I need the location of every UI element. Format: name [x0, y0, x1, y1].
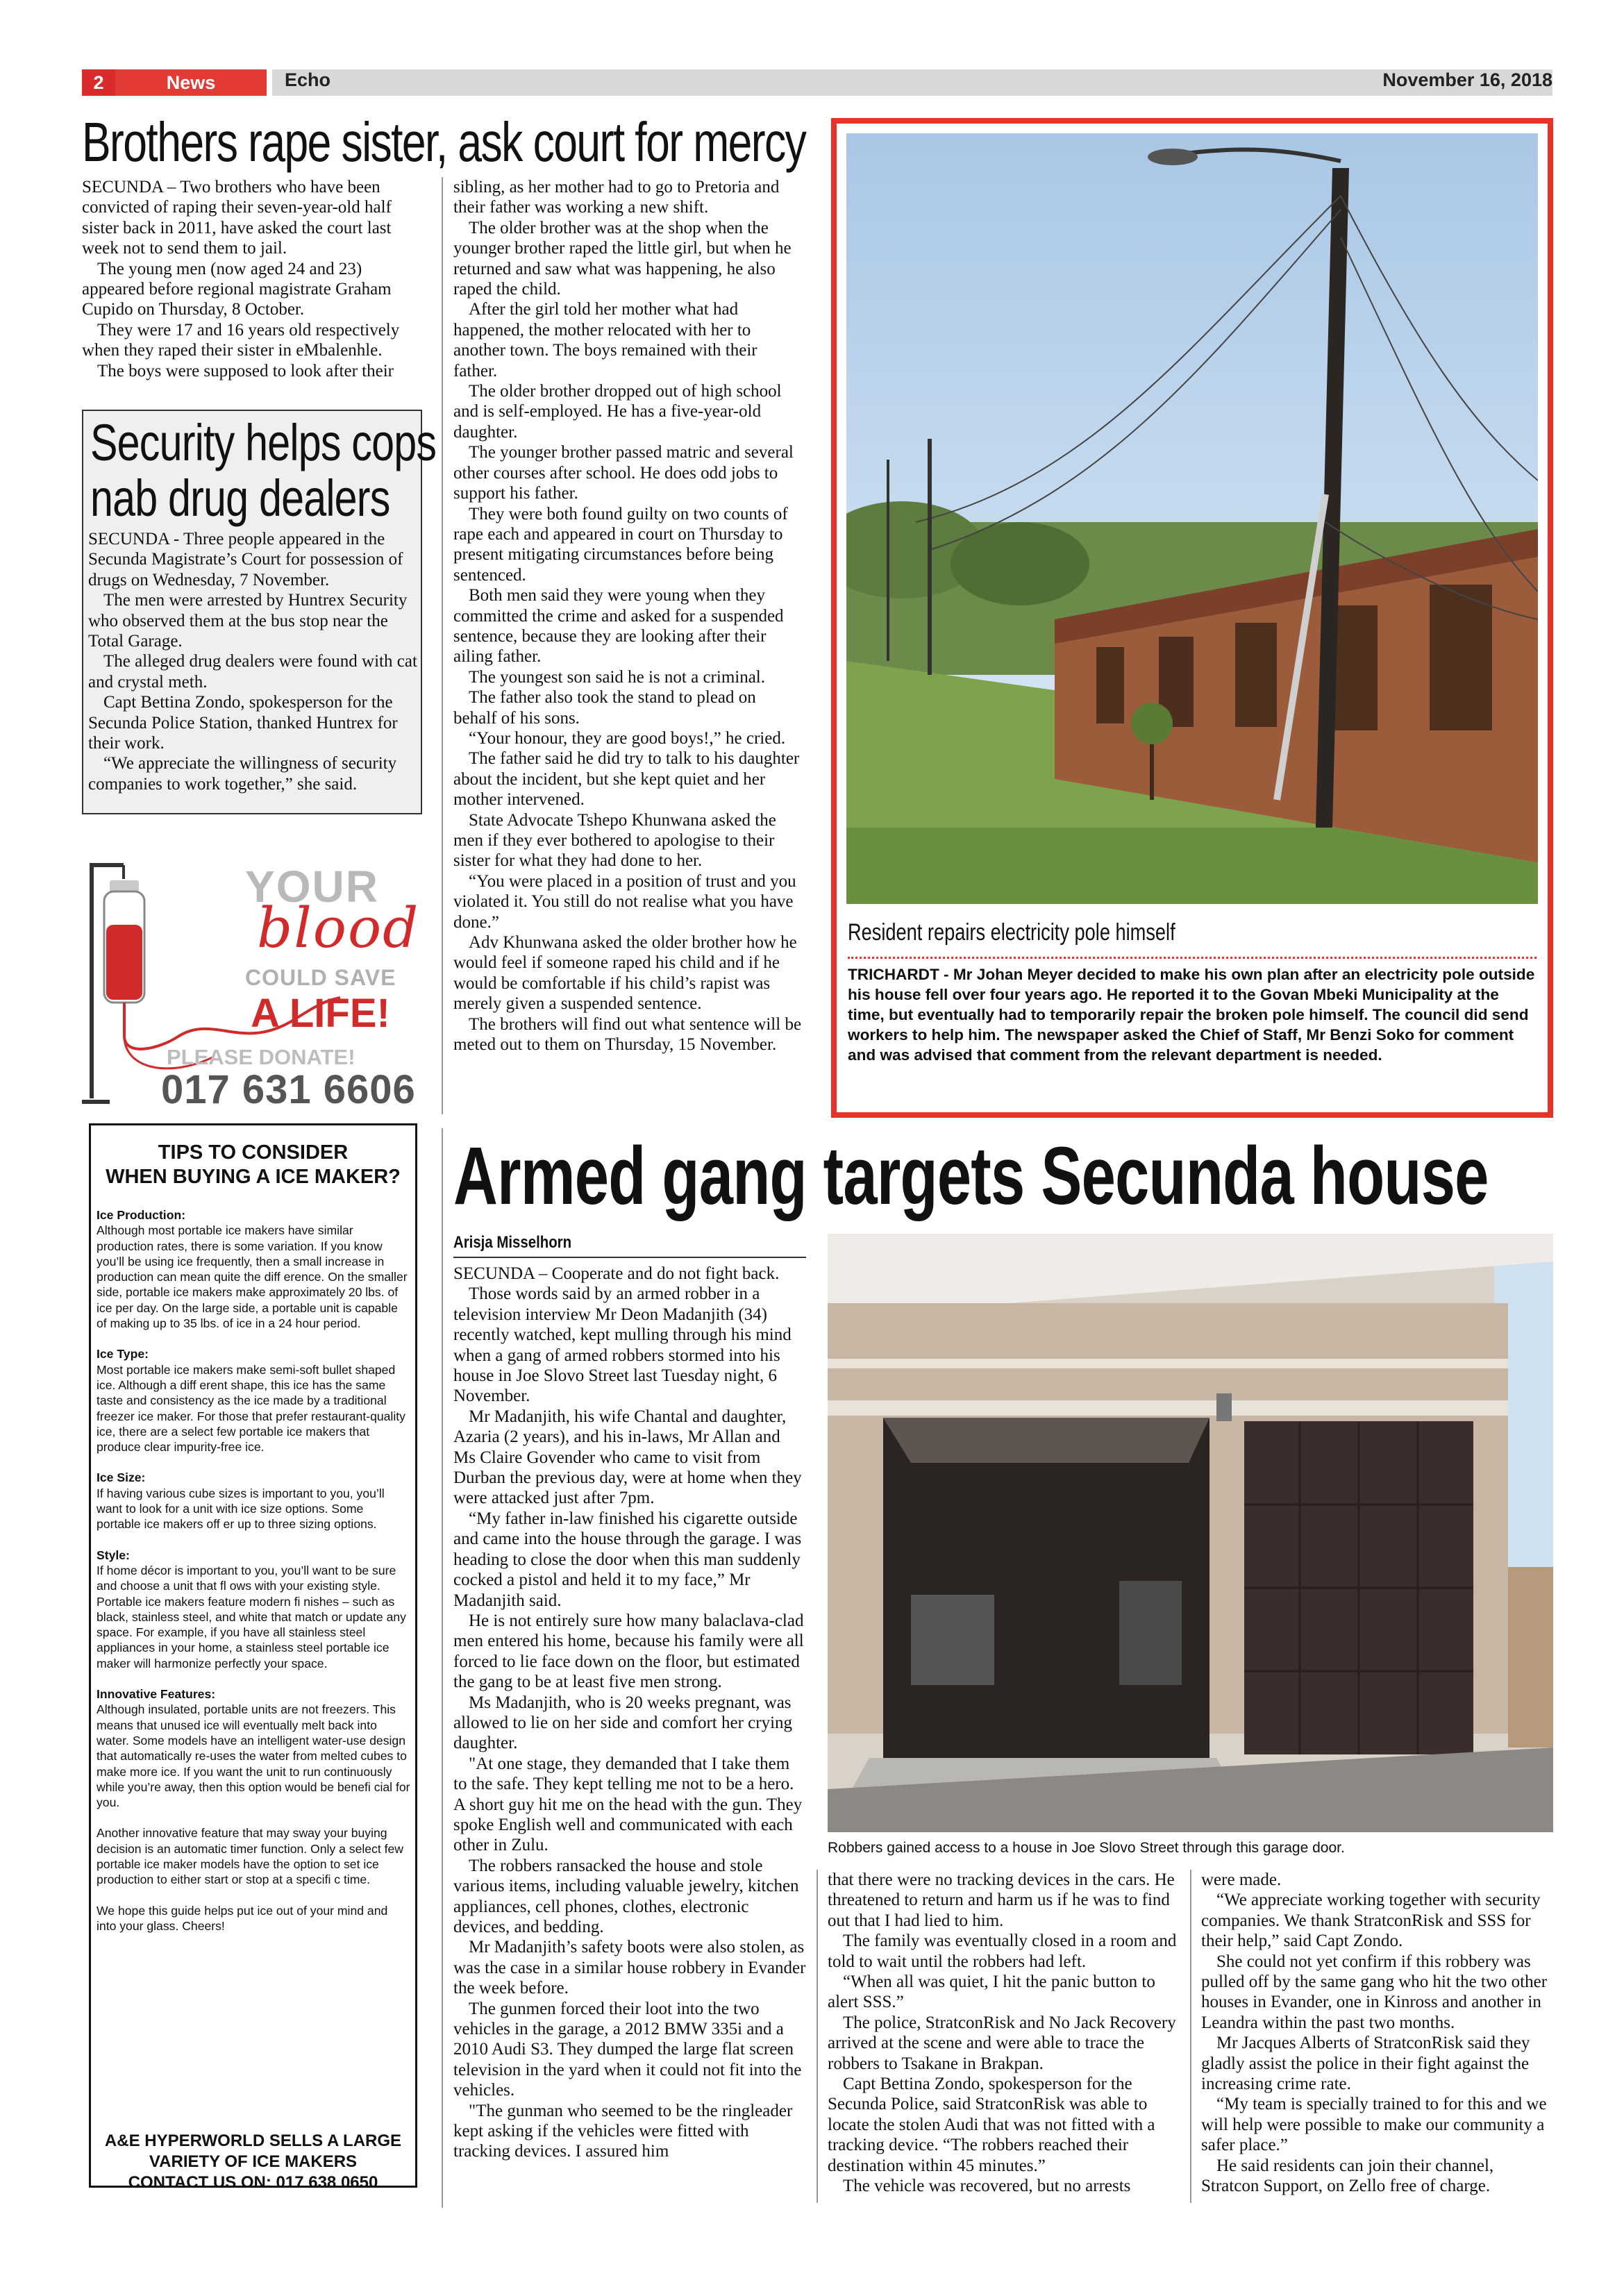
ad-your: YOUR: [245, 862, 379, 912]
pole-caption-divider: [848, 957, 1537, 959]
ice-section-heading: Innovative Features:: [97, 1687, 216, 1702]
ice-section: [97, 1548, 410, 1671]
blood-donation-ad: [82, 848, 430, 1111]
ad-please-donate: PLEASE DONATE!: [167, 1045, 355, 1069]
security-story-box: [82, 410, 437, 814]
paragraph: “You were placed in a position of trust and you violated it. You still do not realise what you have done.”: [453, 871, 796, 932]
garage-photo-caption: Robbers gained access to a house in Joe Slovo Street through this garage door.: [828, 1840, 1345, 1856]
ice-section-text: If home décor is important to you, you’ll want to be sure and choose a unit that fl ows with your existing style. Portable ice makers feature modern fi nishes – such as black, stainless steel, and white that match or update any space. For example, if you have all stainless steel appliances in your home, a stainless steel portable ice maker will harmonize perfectly your space.: [97, 1563, 406, 1670]
ice-section-heading: Style:: [97, 1548, 130, 1562]
paragraph: Mr Madanjith’s safety boots were also stolen, as was the case in a similar house robbery in Evander the week before.: [453, 1938, 806, 1998]
paragraph: The men were arrested by Huntrex Security who observed them at the bus stop near the Total Garage.: [88, 591, 408, 651]
ice-section: [97, 1686, 410, 1810]
paragraph: SECUNDA – Cooperate and do not fight back.: [453, 1264, 780, 1283]
paragraph: The police, StratconRisk and No Jack Recovery arrived at the scene and were able to trace the robbers to Tsakane in Brakpan.: [828, 2013, 1176, 2073]
paragraph: The vehicle was recovered, but no arrests: [843, 2177, 1131, 2196]
paragraph: The younger brother passed matric and several other courses after school. He does odd jobs to support his father.: [453, 443, 794, 503]
ice-section: [97, 1470, 410, 1532]
ad-a-life: A LIFE!: [251, 991, 390, 1036]
ice-section-heading: Ice Type:: [97, 1347, 149, 1361]
paragraph: The alleged drug dealers were found with cat and crystal meth.: [88, 652, 417, 692]
ice-section-text: If having various cube sizes is important to you, you’ll want to look for a unit with ice size options. Some portable ice makers off er up to three sizing options.: [97, 1486, 385, 1532]
paragraph: sibling, as her mother had to go to Pretoria and their father was working a new shift.: [453, 178, 780, 217]
paragraph: The father said he did try to talk to his daughter about the incident, but she kept quiet and her mother intervened.: [453, 749, 800, 810]
column-rule: [442, 1128, 443, 2208]
ice-title: [91, 1141, 415, 1189]
paragraph: The youngest son said he is not a criminal.: [469, 667, 766, 687]
byline-rule: [453, 1257, 806, 1258]
paragraph: They were both found guilty on two counts of rape each and appeared in court on Thursday to present mitigating circumstances before being sentenced.: [453, 504, 788, 585]
security-headline-line-1: Security helps cops: [90, 414, 437, 471]
paragraph: “My team is specially trained to for this and we will help were possible to make our community a safer place.”: [1201, 2095, 1547, 2155]
paragraph: Capt Bettina Zondo, spokesperson for the Secunda Police Station, thanked Huntrex for their work.: [88, 693, 398, 753]
brothers-column-2: [453, 177, 803, 1055]
column-rule: [442, 177, 443, 1114]
paragraph: Mr Madanjith, his wife Chantal and daughter, Azaria (2 years), and his in-laws, Mr Allan and Ms Claire Govender who came to visit from Durban the previous day, were at home when they were attacked just after 7pm.: [453, 1407, 802, 1508]
pole-caption-title: Resident repairs electricity pole himself: [848, 919, 1175, 946]
ad-phone: 017 631 6606: [161, 1067, 416, 1112]
paragraph: Those words said by an armed robber in a television interview Mr Deon Madanjith (34) recently watched, kept mulling through his mind when a gang of armed robbers stormed into his house in Joe Slovo Street last Tuesday night, 6 November.: [453, 1284, 792, 1406]
paragraph: Adv Khunwana asked the older brother how he would feel if someone raped his child and if he would be comfortable if his child’s rapist was merely given a suspended sentence.: [453, 933, 797, 1014]
paragraph: The older brother dropped out of high school and is self-employed. He has a five-year-old daughter.: [453, 382, 782, 442]
paragraph: The family was eventually closed in a room and told to wait until the robbers had left.: [828, 1932, 1177, 1971]
paragraph: The father also took the stand to plead on behalf of his sons.: [453, 688, 756, 728]
paragraph: After the girl told her mother what had happened, the mother relocated with her to another town. The boys remained with their father.: [453, 300, 757, 380]
ice-title-line-2: WHEN BUYING A ICE MAKER?: [106, 1166, 401, 1188]
ice-section: [97, 1346, 410, 1455]
paragraph: She could not yet confirm if this robbery was pulled off by the same gang who hit the two other houses in Evander, one in Kinross and another in Leandra within the past two months.: [1201, 1952, 1548, 2032]
armed-column-1: [453, 1264, 806, 2162]
paragraph: He said residents can join their channel, Stratcon Support, on Zello free of charge.: [1201, 2156, 1494, 2196]
ad-could-save: COULD SAVE: [245, 965, 396, 990]
ad-blood-script: blood: [257, 896, 420, 960]
paragraph: State Advocate Tshepo Khunwana asked the men if they ever bothered to apologise to their sister for what they had done to her.: [453, 810, 776, 871]
security-headline: [90, 415, 436, 526]
armed-byline: Arisja Misselhorn: [453, 1233, 572, 1252]
paper-name: Echo: [285, 69, 331, 90]
ice-section-heading: Ice Production:: [97, 1208, 186, 1222]
security-body: [88, 529, 417, 794]
ice-section-text: Another innovative feature that may sway your buying decision is an automatic timer function. Only a select few portable ice maker models have the option to set ice production to either start or stop at a specifi c time.: [97, 1826, 403, 1887]
paragraph: Capt Bettina Zondo, spokesperson for the Secunda Police, said StratconRisk was able to locate the stolen Audi that was not fitted with a tracking device. “The robbers reached their destination within 45 minutes.”: [828, 2075, 1155, 2175]
armed-column-2: [828, 1870, 1180, 2197]
ice-section-text: Although most portable ice makers have similar production rates, there is some variation. If you know you’ll be using ice frequently, then a small increase in production can mean quite the diff erence. On the smaller side, portable ice makers make approximately 20 lbs. of ice per day. On the large side, a portable unit is capable of making up to 35 lbs. of ice in a 24 hour period.: [97, 1223, 408, 1331]
ice-footer-line-3: CONTACT US ON: 017 638 0650: [128, 2173, 378, 2192]
garage-photo: [828, 1234, 1553, 1832]
ice-section-text: Most portable ice makers make semi-soft bullet shaped ice. Although a diff erent shape, this ice has the same taste and consistency as the ice made by a traditional freezer ice maker. For those that prefer restaurant-quality ice, there are a select few portable ice makers that produce clear impurity-free ice.: [97, 1362, 405, 1455]
ice-section-heading: Ice Size:: [97, 1470, 146, 1485]
ice-section-text: We hope this guide helps put ice out of your mind and into your glass. Cheers!: [97, 1903, 388, 1933]
pole-story-frame: [831, 118, 1553, 1118]
paragraph: Mr Jacques Alberts of StratconRisk said they gladly assist the police in their fight against the increasing crime rate.: [1201, 2034, 1530, 2094]
paragraph: The brothers will find out what sentence will be meted out to them on Thursday, 15 November.: [453, 1014, 802, 1055]
header-bar: [272, 69, 1552, 96]
armed-gang-headline: Armed gang targets Secunda house: [453, 1130, 1489, 1222]
paragraph: "At one stage, they demanded that I take them to the safe. They kept telling me not to be a hero. A short guy hit me on the head with the gun. They spoke English well and communicated with each other in Zulu.: [453, 1754, 803, 1855]
ice-body: [97, 1207, 410, 1949]
ice-footer-line-2: VARIETY OF ICE MAKERS: [149, 2152, 358, 2171]
paragraph: Both men said they were young when they committed the crime and asked for a suspended sentence, because they are looking after their ailing father.: [453, 586, 784, 667]
ice-maker-tips-box: [89, 1123, 417, 2192]
ice-section: [97, 1825, 410, 1887]
column-rule: [817, 1870, 818, 2203]
paragraph: The gunmen forced their loot into the two vehicles in the garage, a 2012 BMW 335i and a 2010 Audi S3. They dumped the large flat screen television in the yard when it could not fit into the vehicles.: [453, 1999, 802, 2100]
ice-footer-line-1: A&E HYPERWORLD SELLS A LARGE: [104, 2131, 402, 2150]
section-label: News: [115, 69, 267, 96]
paragraph: “Your honour, they are good boys!,” he cried.: [469, 728, 786, 748]
paragraph: “My father in-law finished his cigarette outside and came into the house through the garage. I was heading to close the door when this man suddenly cocked a pistol and held it to my face,” Mr Madanjith said.: [453, 1509, 802, 1610]
pole-photo: [846, 133, 1538, 904]
paragraph: Ms Madanjith, who is 20 weeks pregnant, was allowed to lie on her side and comfort her crying daughter.: [453, 1693, 793, 1753]
paragraph: They were 17 and 16 years old respectively when they raped their sister in eMbalenhle.: [82, 320, 400, 360]
paragraph: The boys were supposed to look after their: [97, 361, 394, 380]
column-rule: [1190, 1870, 1191, 2203]
ice-section: [97, 1903, 410, 1934]
pole-caption-text: TRICHARDT - Mr Johan Meyer decided to make his own plan after an electricity pole outside his house fell over four years ago. He reported it to the Govan Mbeki Municipality at the time, but eventually had to temporarily repair the broken pole himself. The council did send workers to help him. The newspaper asked the Chief of Staff, Mr Benzi Soko for comment and was advised that comment from the relevant department is needed.: [848, 966, 1535, 1064]
paragraph: “When all was quiet, I hit the panic button to alert SSS.”: [828, 1972, 1155, 2012]
paragraph: "The gunman who seemed to be the ringleader kept asking if the vehicles were fitted with tracking devices. I assured him: [453, 2101, 793, 2161]
brothers-column-1: [82, 177, 428, 381]
paragraph: He is not entirely sure how many balaclava-clad men entered his home, because his family were all forced to lie face down on the floor, but estimated the gang to be at least five men strong.: [453, 1611, 804, 1692]
paragraph: The young men (now aged 24 and 23) appeared before regional magistrate Graham Cupido on Thursday, 8 October.: [82, 259, 392, 319]
paragraph: The robbers ransacked the house and stole various items, including valuable jewelry, kitchen appliances, cell phones, clothes, electronic devices, and bedding.: [453, 1856, 799, 1936]
ice-section: [97, 1207, 410, 1331]
ice-footer: [91, 2131, 415, 2193]
security-headline-line-2: nab drug dealers: [90, 469, 390, 527]
paragraph: were made.: [1201, 1870, 1282, 1889]
paragraph: The older brother was at the shop when the younger brother raped the little girl, but when he returned and saw what was happening, he also raped the child.: [453, 218, 792, 299]
ice-title-line-1: TIPS TO CONSIDER: [158, 1141, 349, 1164]
brothers-headline: Brothers rape sister, ask court for mercy: [82, 111, 806, 173]
paragraph: that there were no tracking devices in the cars. He threatened to return and harm us if he was to find out that I had lied to him.: [828, 1870, 1175, 1930]
ice-section-text: Although insulated, portable units are not freezers. This means that unused ice will eventually melt back into water. Some models have an intelligent water-use design that automatically re-uses the water from melted cubes to make more ice. If you want the unit to run continuously while you’re away, then this option would be benefi cial for you.: [97, 1702, 410, 1810]
paragraph: SECUNDA - Three people appeared in the Secunda Magistrate’s Court for possession of drugs on Wednesday, 7 November.: [88, 530, 403, 589]
paragraph: “We appreciate working together with security companies. We thank StratconRisk and SSS for their help,” said Capt Zondo.: [1201, 1891, 1541, 1951]
paragraph: “We appreciate the willingness of security companies to work together,” she said.: [88, 754, 397, 794]
issue-date: November 16, 2018: [1382, 69, 1552, 90]
paragraph: SECUNDA – Two brothers who have been convicted of raping their seven-year-old half sister back in 2011, have asked the court last week not to send them to jail.: [82, 178, 392, 258]
armed-column-3: [1201, 1870, 1553, 2197]
page-number: 2: [82, 69, 115, 96]
